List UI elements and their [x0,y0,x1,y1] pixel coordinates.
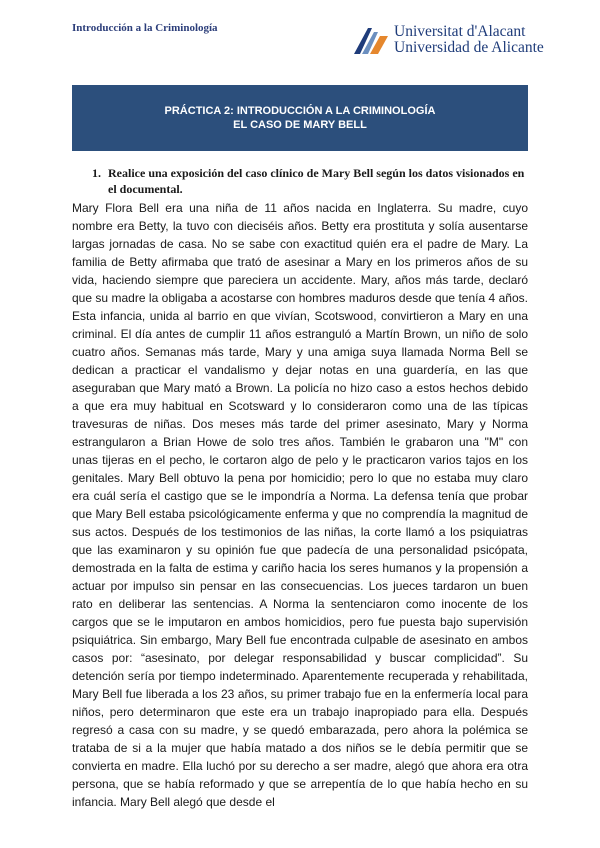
question-text: Realice una exposición del caso clínico de Mary Bell según los datos visionados en el documental. [108,166,525,196]
banner-line-1: PRÁCTICA 2: INTRODUCCIÓN A LA CRIMINOLOGÍA [164,105,436,117]
logo-line-1: Universitat d'Alacant [394,23,526,40]
question-item [92,165,528,197]
practice-title-banner [72,85,528,151]
banner-line-2: EL CASO DE MARY BELL [233,119,367,131]
university-logo [352,24,544,58]
course-title: Introducción a la Criminología [72,22,218,34]
answer-paragraph: Mary Flora Bell era una niña de 11 años nacida en Inglaterra. Su madre, cuyo nombre era Betty, la tuvo con dieciséis años. Betty era prostituta y solía ausentarse largas jornadas de casa. No se sabe con exactitud quién era el padre de Mary. La familia de Betty afirmaba que trató de asesinar a Mary en los primeros años de su vida, haciendo siempre que pareciera un accidente. Mary, años más tarde, declaró que su madre la obligaba a acostarse con hombres maduros desde que tenía 4 años. Esta infancia, unida al barrio en que vivían, Scotswood, convirtieron a Mary en una criminal. El día antes de cumplir 11 años estranguló a Martín Brown, un niño de solo cuatro años. Semanas más tarde, Mary y una amiga suya llamada Norma Bell se dedican a practicar el vandalismo y dejar notas en una guardería, en las que aseguraban que Mary mató a Brown. La policía no hizo caso a estos hechos debido a que era muy habitual en Scotsward y lo consideraron como una de las típicas travesuras de niñas. Dos meses más tarde del primer asesinato, Mary y Norma estrangularon a Brian Howe de solo tres años. También le grabaron una "M" con unas tijeras en el pecho, le cortaron algo de pelo y le practicaron varios tajos en los genitales. Mary Bell obtuvo la pena por homicidio; pero lo que no estaba muy claro era cuál sería el castigo que se le impondría a Norma. La defensa tenía que probar que Mary Bell estaba psicológicamente enferma y que no comprendía la magnitud de sus actos. Después de los testimonios de las niñas, la corte llamó a los psiquiatras que las examinaron y su opinión fue que padecía de una personalidad psicópata, demostrada en la falta de estima y cariño hacia los seres humanos y la propensión a actuar por impulso sin pensar en las consecuencias. Los jueces tardaron un buen rato en deliberar las sentencias. A Norma la sentenciaron como inocente de los cargos que se le imputaron en ambos homicidios, pero fue puesta bajo supervisión psiquiátrica. Sin embargo, Mary Bell fue encontrada culpable de asesinato en ambos casos por: “asesinato, por delegar responsabilidad y buscar complicidad”. Su detención sería por tiempo indeterminado. Aparentemente recuperada y rehabilitada, Mary Bell fue liberada a los 23 años, su primer trabajo fue en la enfermería local para niños, pero determinaron que este era un trabajo inapropiado para ella. Después regresó a casa con su madre, y se quedó embarazada, pero ahora la polémica se trataba de si a la mujer que había matado a dos niños se le debía permitir que se convierta en madre. Ella luchó por su derecho a ser madre, alegó que ahora era otra persona, que se había reformado y que se arrepentía de lo que había hecho en su infancia. Mary Bell alegó que desde el [72,201,528,809]
logo-line-2: Universidad de Alicante [394,39,544,56]
university-logo-icon [352,24,390,58]
question-number: 1. [92,166,101,180]
